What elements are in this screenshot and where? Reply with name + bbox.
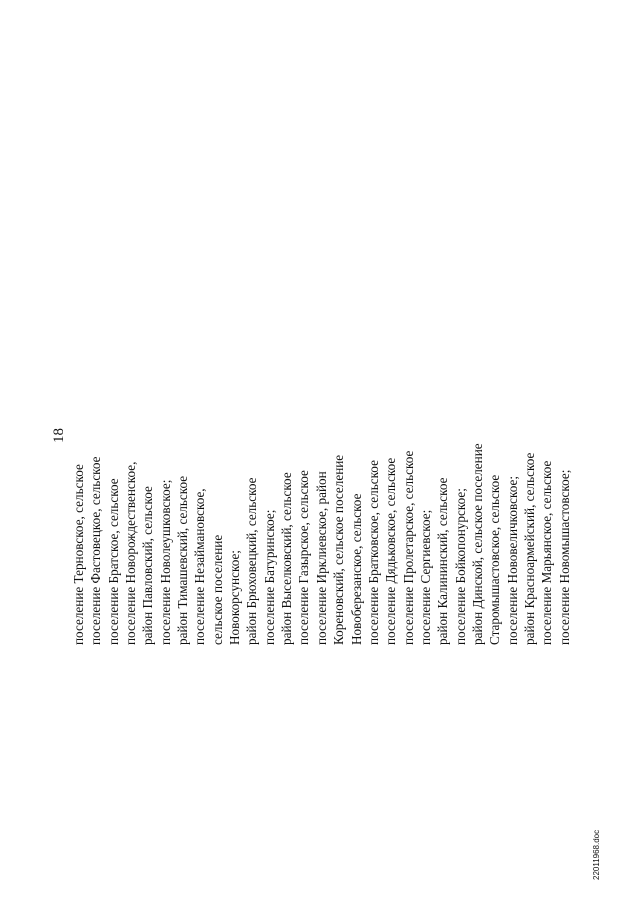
text-line: район Динской, сельское поселение — [469, 443, 485, 645]
text-line: Кореновский, сельское поселение — [331, 454, 347, 645]
text-line: поселение Батуринское; — [261, 509, 277, 645]
text-line: поселение Новолеушковское; — [157, 479, 173, 645]
text-line: район Красноармейский, сельское — [521, 452, 537, 645]
document-id: 22011968.doc — [592, 829, 601, 880]
text-line: поселение Терновское, сельское — [71, 464, 86, 645]
text-line: поселение Ирклиевское, район — [313, 471, 329, 645]
text-line: поселение Сергиевское; — [417, 509, 433, 645]
text-line: район Выселковский, сельское — [279, 472, 295, 645]
text-line: район Брюховецкий, сельское — [244, 477, 260, 645]
text-line: поселение Газырское, сельское — [296, 470, 312, 645]
text-lines — [70, 443, 573, 645]
text-line: поселение Фастовецкое, сельское — [88, 456, 104, 645]
page-number: 18 — [51, 428, 67, 443]
text-line: поселение Пролетарское, сельское — [400, 450, 416, 645]
text-line: Старомышастовское, сельское — [487, 474, 503, 645]
text-line: поселение Нововеличковское; — [504, 475, 520, 645]
text-line: поселение Дядьковское, сельское — [383, 457, 399, 645]
text-line: Новоберезанское, сельское — [348, 493, 364, 645]
text-line: поселение Новорождественское, — [123, 461, 139, 645]
text-line: поселение Братское, сельское — [105, 478, 121, 645]
text-line: поселение Незаймановское, — [192, 488, 208, 645]
rotated-text-block — [51, 85, 572, 645]
text-line: район Павловский, сельское — [140, 486, 156, 645]
text-line: поселение Новомышастовское; — [556, 469, 572, 645]
text-line: район Тимашевский, сельское — [175, 475, 191, 645]
text-line: поселение Бойкопонурское; — [452, 488, 468, 645]
text-line: Новокорсунское; — [227, 550, 243, 645]
text-line: поселение Братковское, сельское — [365, 460, 381, 645]
text-line: поселение Марьянское, сельское — [539, 460, 555, 645]
text-line: сельское поселение — [209, 534, 225, 645]
text-line: район Калининский, сельское — [435, 477, 451, 645]
